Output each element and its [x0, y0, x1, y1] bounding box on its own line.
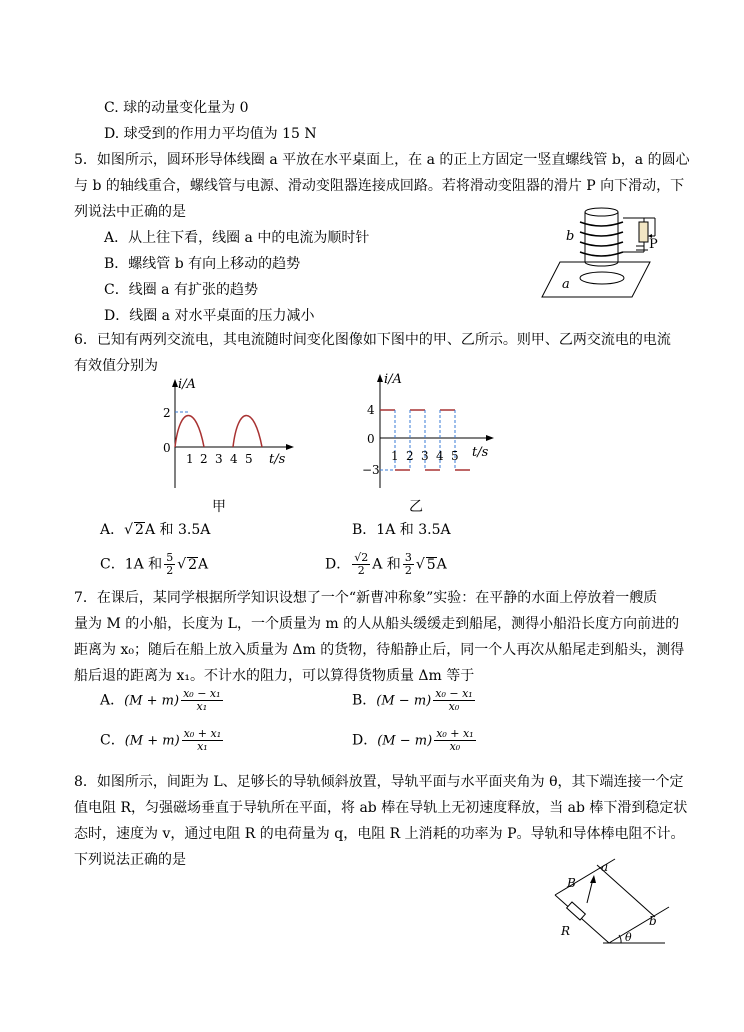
q6-jia-xtick-1: 1	[186, 452, 194, 466]
q6-caption-jia: 甲	[212, 499, 226, 515]
q7-stem-line2: 量为 M 的小船，长度为 L，一个质量为 m 的人从船头缓缓走到船尾，测得小船沿长度方向前进的	[74, 616, 680, 632]
q6-option-d-tail: A	[436, 556, 447, 573]
q6-caption-yi: 乙	[409, 499, 423, 515]
q5-option-d: D．线圈 a 对水平桌面的压力减小	[104, 308, 315, 324]
q6-yi-xlabel: t/s	[472, 445, 489, 460]
q7-option-b-coef: (M − m)	[376, 693, 432, 709]
q5-option-b: B．螺线管 b 有向上移动的趋势	[104, 256, 301, 272]
q7-stem-line1: 7．在课后，某同学根据所学知识设想了一个“新曹冲称象”实验：在平静的水面上停放着一艘质	[74, 590, 658, 606]
q8-label-b: b	[649, 914, 657, 928]
q6-yi-xtick-3: 3	[421, 449, 429, 463]
q4-option-d: D. 球受到的作用力平均值为 15 N	[104, 126, 317, 142]
q6-yi-xtick-1: 1	[391, 449, 399, 463]
q6-option-c-tail: A	[198, 556, 209, 573]
q6-option-d-fraction-1: $\frac{√2}{2}$	[354, 551, 369, 577]
q7-stem-line3: 距离为 x₀；随后在船上放入质量为 Δm 的货物，待船静止后，同一个人再次从船尾走到船头，测得	[74, 642, 685, 658]
q7-option-b: B．(M − m) $\frac{\text{x₀ − x₁}}{\text{x₀}}$	[352, 687, 473, 713]
q6-option-d: D． $\frac{√2}{2}$ A 和 $\frac{3}{2}$ √ 5A	[325, 551, 447, 577]
q7-option-c: C．(M + m) $\frac{\text{x₀ + x₁}}{\text{x₁}}$	[100, 727, 222, 753]
q6-jia-hump-2	[233, 416, 262, 448]
q6-jia-xtick-2: 2	[200, 452, 208, 466]
q5-label-b: b	[566, 229, 575, 244]
q6-jia-xlabel: t/s	[269, 452, 286, 467]
q6-option-c-label: C．1A 和	[100, 556, 163, 573]
q5-solenoid-figure	[540, 200, 670, 300]
q7-stem-line4: 船后退的距离为 x₁。不计水的阻力，可以算得货物质量 Δm 等于	[74, 668, 475, 684]
q6-graph-jia	[160, 375, 300, 495]
q6-yi-ytick-0: 0	[367, 432, 375, 446]
q8-label-r: R	[561, 924, 571, 938]
q6-option-c-radicand: 2	[188, 556, 198, 573]
q5-stem-line1: 5．如图所示，圆环形导体线圈 a 平放在水平桌面上，在 a 的正上方固定一竖直螺线管 b，a 的圆心	[74, 152, 690, 168]
q6-option-d-label: D．	[325, 556, 351, 573]
q6-jia-xtick-3: 3	[215, 452, 223, 466]
q6-option-c: C．1A 和 $\frac{5}{2}$ √ 2A	[100, 551, 209, 577]
q7-option-a-fraction: $\frac{\text{x₀ − x₁}}{\text{x₁}}$	[183, 687, 221, 713]
q7-option-d-coef: (M − m)	[377, 733, 433, 749]
q5-label-p: P	[649, 237, 658, 252]
q6-stem-line2: 有效值分别为	[74, 358, 158, 374]
q6-jia-xtick-4: 4	[230, 452, 238, 466]
q6-option-b: B．1A 和 3.5A	[352, 522, 451, 538]
q7-option-c-fraction: $\frac{\text{x₀ + x₁}}{\text{x₁}}$	[183, 727, 222, 753]
q6-yi-ylabel: i/A	[384, 372, 402, 387]
q6-yi-xtick-5: 5	[451, 449, 459, 463]
q6-option-a-radicand: 2	[135, 522, 144, 538]
q4-option-c: C. 球的动量变化量为 0	[104, 100, 249, 116]
q8-stem-line1: 8．如图所示，间距为 L、足够长的导轨倾斜放置，导轨平面与水平面夹角为 θ，其下端连接一个定	[74, 774, 684, 790]
q5-option-c: C．线圈 a 有扩张的趋势	[104, 282, 258, 298]
q6-option-a-label: A．	[100, 522, 125, 538]
q6-yi-ytick-4: 4	[367, 403, 375, 417]
q6-yi-ytick-neg3: −3	[362, 463, 380, 477]
q6-option-d-mid: A 和	[372, 556, 401, 573]
q6-graph-yi	[362, 370, 502, 490]
q6-stem-line1: 6．已知有两列交流电，其电流随时间变化图像如下图中的甲、乙所示。则甲、乙两交流电的电流	[74, 332, 671, 348]
q5-stem-line3: 列说法中正确的是	[74, 204, 186, 220]
q8-stem-line3: 态时，速度为 v，通过电阻 R 的电荷量为 q，电阻 R 上消耗的功率为 P。导轨和导体棒电阻不计。	[74, 826, 685, 842]
q7-option-c-coef: (M + m)	[124, 733, 180, 749]
q7-option-d: D．(M − m) $\frac{\text{x₀ + x₁}}{\text{x₀}}$	[352, 727, 474, 753]
q7-option-a-coef: (M + m)	[124, 693, 180, 709]
q7-option-d-fraction: $\frac{\text{x₀ + x₁}}{\text{x₀}}$	[436, 727, 474, 753]
q7-option-a: A．(M + m) $\frac{\text{x₀ − x₁}}{\text{x₁}}$	[100, 687, 221, 713]
q8-stem-line4: 下列说法正确的是	[74, 852, 186, 868]
q6-option-a-tail: A 和 3.5A	[144, 522, 211, 538]
q8-stem-line2: 值电阻 R，匀强磁场垂直于导轨所在平面，将 ab 棒在导轨上无初速度释放，当 ab 棒下滑到稳定状	[74, 800, 688, 816]
q6-option-a: A．√ 2A 和 3.5A	[100, 522, 211, 538]
q8-label-field-b: B	[567, 876, 576, 890]
q6-jia-xtick-5: 5	[245, 452, 253, 466]
q6-yi-xtick-4: 4	[436, 449, 444, 463]
q6-yi-xtick-2: 2	[406, 449, 414, 463]
q6-jia-hump-1	[175, 416, 204, 448]
q8-label-a: a	[601, 860, 609, 874]
q6-jia-ytick-0: 0	[163, 441, 171, 455]
q6-option-d-fraction-2: $\frac{3}{2}$	[404, 551, 412, 577]
q5-label-a: a	[562, 277, 570, 292]
q5-option-a: A．从上往下看，线圈 a 中的电流为顺时针	[104, 230, 370, 246]
q6-option-c-fraction: $\frac{5}{2}$	[166, 551, 174, 577]
q6-option-d-radicand: 5	[426, 556, 436, 573]
q8-label-theta: θ	[625, 931, 632, 944]
q6-jia-ytick-2: 2	[163, 406, 171, 420]
q6-jia-ylabel: i/A	[178, 377, 196, 392]
q7-option-b-fraction: $\frac{\text{x₀ − x₁}}{\text{x₀}}$	[435, 687, 473, 713]
q8-rails-figure	[545, 855, 675, 950]
q5-stem-line2: 与 b 的轴线重合，螺线管与电源、滑动变阻器连接成回路。若将滑动变阻器的滑片 P 向下滑动，下	[74, 178, 685, 194]
